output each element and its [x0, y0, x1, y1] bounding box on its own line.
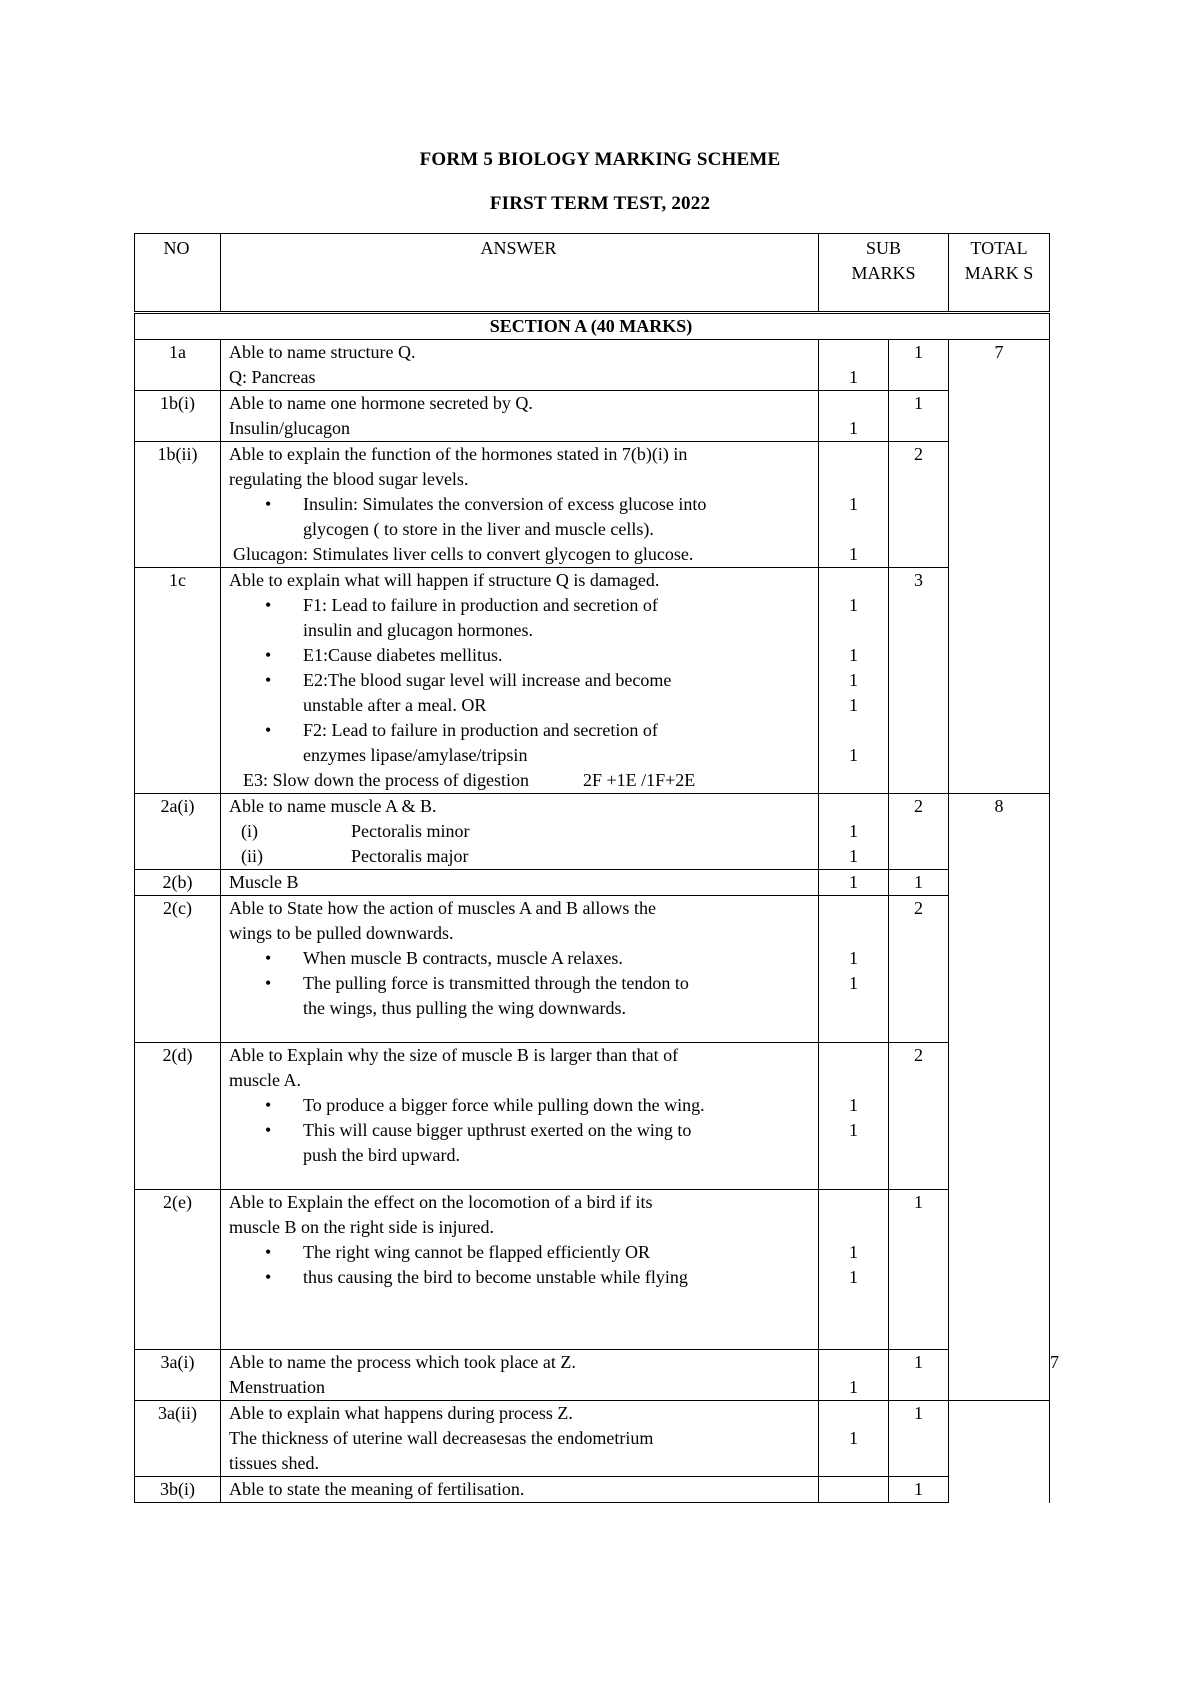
answer-cell: [221, 568, 819, 794]
answer-cell: [221, 1477, 819, 1503]
sub-mark-cell: [819, 794, 889, 870]
question-mark: 2: [889, 896, 949, 1043]
row-2c: [135, 896, 1050, 1043]
bullet-continuation: push the bird upward.: [303, 1145, 460, 1165]
answer-cell: [221, 896, 819, 1043]
sub-mark: 1: [849, 1428, 858, 1448]
sub-mark: 1: [849, 1242, 858, 1262]
question-mark: 1: [889, 1401, 949, 1477]
bullet-continuation: the wings, thus pulling the wing downwards.: [303, 998, 626, 1018]
sub-mark-cell: [819, 896, 889, 1043]
header-no: NO: [135, 234, 221, 313]
question-mark: 2: [889, 794, 949, 870]
bullet-continuation: unstable after a meal. OR: [303, 695, 487, 715]
header-row: [135, 234, 1050, 313]
total-mark: 7: [949, 340, 1050, 794]
section-a-row: [135, 313, 1050, 340]
total-mark: 8: [949, 794, 1050, 1401]
question-number: 2(b): [135, 870, 221, 896]
question-mark: 1: [889, 1190, 949, 1350]
question-mark: 1: [889, 340, 949, 391]
bullet-point: • thus causing the bird to become unstable while flying: [229, 1265, 808, 1290]
row-1c: [135, 568, 1050, 794]
question-mark: 1: [889, 870, 949, 896]
sub-mark-cell: [819, 1190, 889, 1350]
question-number: 3a(ii): [135, 1401, 221, 1477]
row-2e: [135, 1190, 1050, 1350]
answer-line: Able to name the process which took place at Z.: [229, 1352, 576, 1372]
sub-mark: 1: [849, 1267, 858, 1287]
bullet-continuation: enzymes lipase/amylase/tripsin: [303, 745, 528, 765]
answer-cell: [221, 1043, 819, 1190]
answer-line: Able to name one hormone secreted by Q.: [229, 393, 533, 413]
bullet-point: • This will cause bigger upthrust exerted on the wing to: [229, 1118, 808, 1143]
question-number: 1a: [135, 340, 221, 391]
bullet-point: • The pulling force is transmitted through the tendon to: [229, 971, 808, 996]
row-3b-i: [135, 1477, 1050, 1503]
sub-mark-cell: [819, 568, 889, 794]
section-a-heading: SECTION A (40 MARKS): [135, 313, 1050, 340]
bullet-point: • E2:The blood sugar level will increase and become: [229, 668, 808, 693]
sub-mark-cell: [819, 340, 889, 391]
bullet-point: • F1: Lead to failure in production and secretion of: [229, 593, 808, 618]
answer-line: muscle A.: [229, 1070, 301, 1090]
answer-line: Glucagon: Stimulates liver cells to convert glycogen to glucose.: [233, 544, 694, 564]
row-2d: [135, 1043, 1050, 1190]
answer-line: Able to explain what will happen if structure Q is damaged.: [229, 570, 660, 590]
answer-cell: [221, 1401, 819, 1477]
sub-mark: 1: [849, 544, 858, 564]
sub-mark: 1: [849, 695, 858, 715]
question-mark: 1: [889, 391, 949, 442]
question-number: 1c: [135, 568, 221, 794]
sub-mark: 1: [849, 367, 858, 387]
sub-mark: 1: [849, 821, 858, 841]
bullet-point: • F2: Lead to failure in production and secretion of: [229, 718, 808, 743]
numbered-item: (i) Pectoralis minor: [241, 821, 470, 841]
marking-scheme-table: [134, 233, 1060, 1503]
header-total-marks: TOTAL MARK S: [949, 234, 1050, 313]
question-number: 1b(ii): [135, 442, 221, 568]
sub-mark-cell: [819, 1043, 889, 1190]
document-subtitle: FIRST TERM TEST, 2022: [489, 193, 711, 214]
question-number: 2a(i): [135, 794, 221, 870]
answer-line: E3: Slow down the process of digestion 2F +1E /1F+2E: [243, 770, 696, 790]
answer-cell: [221, 1350, 819, 1401]
answer-line: The thickness of uterine wall decreasesas the endometrium: [229, 1428, 654, 1448]
question-mark: 1: [889, 1350, 949, 1401]
answer-cell: [221, 442, 819, 568]
bullet-continuation: glycogen ( to store in the liver and muscle cells).: [303, 519, 654, 539]
sub-mark: 1: [849, 645, 858, 665]
answer-line: wings to be pulled downwards.: [229, 923, 454, 943]
sub-mark: 1: [849, 948, 858, 968]
sub-mark: 1: [849, 494, 858, 514]
row-1b-i: [135, 391, 1050, 442]
sub-mark: 1: [849, 595, 858, 615]
sub-mark-empty: [819, 1477, 889, 1503]
answer-line: Able to name muscle A & B.: [229, 796, 437, 816]
sub-mark-cell: [819, 391, 889, 442]
question-number: 2(e): [135, 1190, 221, 1350]
answer-line: tissues shed.: [229, 1453, 319, 1473]
sub-mark: 1: [849, 973, 858, 993]
question-number: 1b(i): [135, 391, 221, 442]
answer-line: Menstruation: [229, 1377, 325, 1397]
answer-line: Q: Pancreas: [229, 367, 316, 387]
row-2a-i: [135, 794, 1050, 870]
mark-allocation-note: 2F +1E /1F+2E: [582, 770, 696, 790]
sub-mark-cell: [819, 1401, 889, 1477]
document-title: FORM 5 BIOLOGY MARKING SCHEME: [419, 149, 781, 170]
question-number: 3b(i): [135, 1477, 221, 1503]
answer-line: Able to explain the function of the hormones stated in 7(b)(i) in: [229, 444, 688, 464]
bullet-point: • When muscle B contracts, muscle A relaxes.: [229, 946, 808, 971]
answer-cell: [221, 794, 819, 870]
row-3a-ii: [135, 1401, 1050, 1477]
question-mark: 2: [889, 442, 949, 568]
sub-mark-cell: [819, 442, 889, 568]
row-2b: [135, 870, 1050, 896]
answer-line: Able to name structure Q.: [229, 342, 416, 362]
question-mark: 1: [889, 1477, 949, 1503]
answer-line: Insulin/glucagon: [229, 418, 350, 438]
answer-line: regulating the blood sugar levels.: [229, 469, 469, 489]
answer-line: Able to Explain the effect on the locomotion of a bird if its: [229, 1192, 653, 1212]
row-3a-i: 3a(i) Able to name the process which took place at Z. Menstruation 1 1 7: [135, 1350, 1050, 1401]
answer-cell: [221, 391, 819, 442]
bullet-continuation: insulin and glucagon hormones.: [303, 620, 533, 640]
question-number: 3a(i): [135, 1350, 221, 1401]
row-1a: [135, 340, 1050, 391]
bullet-point: • To produce a bigger force while pulling down the wing.: [229, 1093, 808, 1118]
sub-mark: 1: [849, 670, 858, 690]
question-number: 2(c): [135, 896, 221, 1043]
sub-mark: 1: [849, 745, 858, 765]
question-mark: 3: [889, 568, 949, 794]
sub-mark: 1: [849, 846, 858, 866]
answer-line: Able to State how the action of muscles A and B allows the: [229, 898, 656, 918]
bullet-point: • E1:Cause diabetes mellitus.: [229, 643, 808, 668]
sub-mark: 1: [849, 1120, 858, 1140]
row-1b-ii: [135, 442, 1050, 568]
answer-line: Able to Explain why the size of muscle B is larger than that of: [229, 1045, 679, 1065]
answer-cell: [221, 1190, 819, 1350]
bullet-point: • Insulin: Simulates the conversion of excess glucose into: [229, 492, 808, 517]
sub-mark-cell: [819, 1350, 889, 1401]
sub-mark: 1: [849, 1095, 858, 1115]
sub-mark: 1: [819, 870, 889, 896]
question-mark: 2: [889, 1043, 949, 1190]
header-answer: ANSWER: [221, 234, 819, 313]
sub-mark: 1: [849, 418, 858, 438]
answer-cell: [221, 340, 819, 391]
answer-line: Able to state the meaning of fertilisation.: [229, 1479, 525, 1499]
sub-mark: 1: [849, 1377, 858, 1397]
question-number: 2(d): [135, 1043, 221, 1190]
answer-line: muscle B on the right side is injured.: [229, 1217, 494, 1237]
bullet-point: • The right wing cannot be flapped efficiently OR: [229, 1240, 808, 1265]
numbered-item: (ii) Pectoralis major: [241, 846, 469, 866]
answer-cell: Muscle B: [221, 870, 819, 896]
answer-line: Able to explain what happens during process Z.: [229, 1403, 573, 1423]
header-sub-marks: SUB MARKS: [819, 234, 949, 313]
